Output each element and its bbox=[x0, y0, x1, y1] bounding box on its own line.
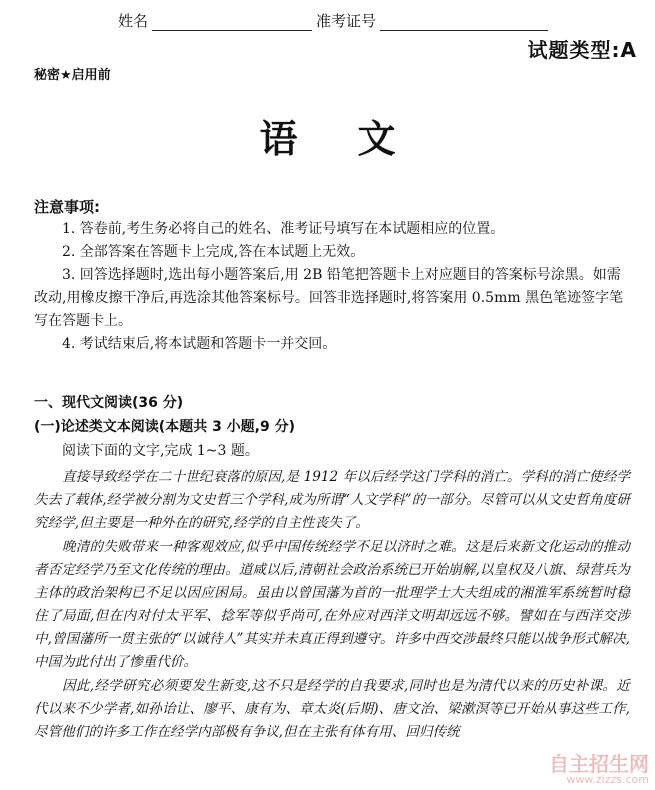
watermark-url: www.zizzs.com bbox=[566, 773, 649, 786]
passage-paragraph: 直接导致经学在二十世纪衰落的原因,是 1912 年以后经学这门学科的消亡。学科的消亡使经学失去了载体,经学被分割为文史哲三个学科,成为所谓“人文学科”的一部分。尽管可以从文史哲角度研究经学,但主要是一种外在的研究,经学的自主性丧失了。 bbox=[34, 469, 630, 531]
notice-item: 4. 考试结束后,将本试题和答题卡一并交回。 bbox=[62, 336, 337, 352]
secret-label: 秘密★启用前 bbox=[34, 68, 111, 83]
subsection-heading: (一)论述类文本阅读(本题共 3 小题,9 分) bbox=[34, 419, 296, 435]
name-blank bbox=[152, 16, 312, 31]
paper-type-label: 试题类型:A bbox=[527, 38, 637, 62]
notice-item: 1. 答卷前,考生务必将自己的姓名、准考证号填写在本试题相应的位置。 bbox=[62, 221, 505, 237]
watermark-text: 自主招生网 bbox=[549, 752, 649, 776]
exam-id-blank bbox=[380, 16, 548, 31]
passage-paragraph: 因此,经学研究必须要发生新变,这不只是经学的自我要求,同时也是为清代以来的历史补课。近代以来不少学者,如孙诒让、廖平、康有为、章太炎(后期)、唐文治、梁漱溟等已开始从事这些工作,尽管他们的许多工作在经学内部极有争议,但在主张有体有用、回归传统 bbox=[34, 678, 630, 740]
section-heading: 一、现代文阅读(36 分) bbox=[34, 395, 184, 411]
name-label: 姓名 bbox=[118, 12, 149, 30]
notice-item: 2. 全部答案在答题卡上完成,答在本试题上无效。 bbox=[62, 244, 365, 260]
candidate-info-line bbox=[118, 10, 548, 31]
notice-list bbox=[34, 218, 634, 356]
exam-id-label: 准考证号 bbox=[316, 12, 377, 30]
reading-instruction: 阅读下面的文字,完成 1~3 题。 bbox=[62, 443, 259, 459]
watermark bbox=[549, 752, 649, 788]
notice-heading: 注意事项: bbox=[34, 198, 100, 216]
reading-passage bbox=[34, 466, 630, 745]
passage-paragraph: 晚清的失败带来一种客观效应,似乎中国传统经学不足以济时之难。这是后来新文化运动的推动者否定经学乃至文化传统的理由。道咸以后,清朝社会政治系统已开始崩解,以皇权及八旗、绿营兵为主体的政治架构已不足以因应困局。虽由以曾国藩为首的一批理学士大夫组成的湘淮军系统暂时稳住了局面,但在内对付太平军、捻军等似乎尚可,在外应对西洋文明却远远不够。譬如在与西洋交涉中,曾国藩所一贯主张的“以诚待人”其实并未真正得到遵守。许多中西交涉最终只能以战争形式解决,中国为此付出了惨重代价。 bbox=[34, 539, 630, 670]
notice-item: 3. 回答选择题时,选出每小题答案后,用 2B 铅笔把答题卡上对应题目的答案标号涂黑。如需改动,用橡皮擦干净后,再选涂其他答案标号。回答非选择题时,将答案用 0.5mm 黑色笔迹签字笔写在答题卡上。 bbox=[34, 267, 624, 329]
subject-title: 语文 bbox=[259, 117, 456, 161]
